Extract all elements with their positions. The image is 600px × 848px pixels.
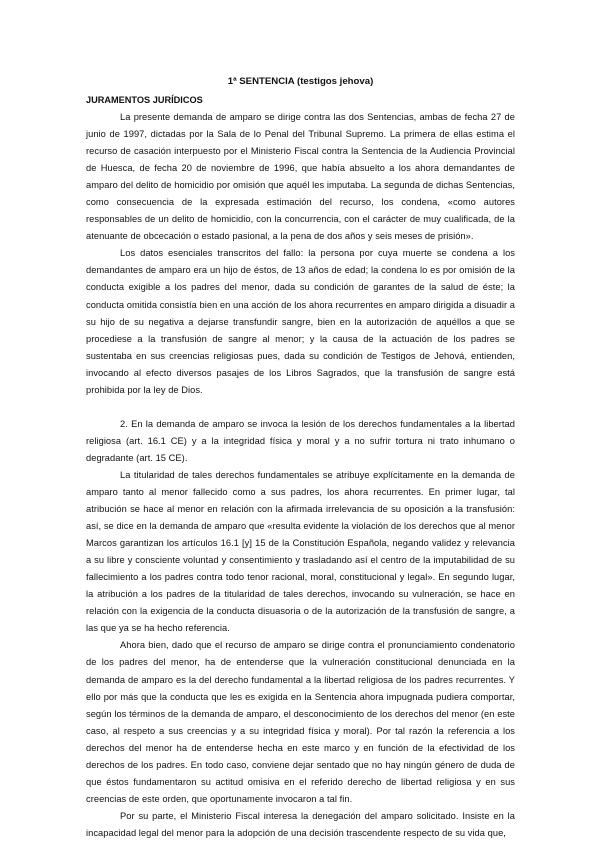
section-heading: JURAMENTOS JURÍDICOS [86,95,203,105]
paragraph-4: La titularidad de tales derechos fundamentales se atribuye explícitamente en la demanda de amparo tanto al menor fallecido como a sus padres, los ahora recurrentes. En primer lugar, tal atribución se hace al menor en relación con la afirmada irrelevancia de su oposición a la transfusión: así, se dice en la demanda de amparo que «resulta evidente la violación de los derechos que al menor Marcos garantizan los artículos 16.1 [y] 15 de la Constitución Española, negando validez y relevancia a su libre y consciente voluntad y consentimiento y trasladando así el centro de la imputabilidad de su fallecimiento a los padres contra todo tenor racional, moral, constitucional y legal». En segundo lugar, la atribución a los padres de la titularidad de tales derechos, invocando su vulneración, se hace en relación con la exigencia de la conducta disuasoria o de la autorización de la transfusión de sangre, a las que ya se ha hecho referencia. [86,469,515,634]
paragraph-spacer [86,399,515,416]
paragraph-1: La presente demanda de amparo se dirige contra las dos Sentencias, ambas de fecha 27 de junio de 1997, dictadas por la Sala de lo Penal del Tribunal Supremo. La primera de ellas estima el recurso de casación interpuesto por el Ministerio Fiscal contra la Sentencia de la Audiencia Provincial de Huesca, de fecha 20 de noviembre de 1996, que había absuelto a los ahora demandantes de amparo del delito de homicidio por omisión que aquél les imputaba. La segunda de dichas Sentencias, como consecuencia de la expresada estimación del recurso, los condena, «como autores responsables de un delito de homicidio, con la concurrencia, con el carácter de muy cualificada, de la atenuante de obcecación o estado pasional, a la pena de dos años y seis meses de prisión». [86,112,515,242]
paragraph-2: Los datos esenciales transcritos del fallo: la persona por cuya muerte se condena a los demandantes de amparo era un hijo de éstos, de 13 años de edad; la condena lo es por omisión de la conducta exigible a los padres del menor, dada su condición de garantes de la salud de éste; la conducta omitida consistía bien en una acción de los ahora recurrentes en amparo dirigida a disuadir a su hijo de su negativa a dejarse transfundir sangre, bien en la autorización de aquéllos a que se procediese a la transfusión de sangre al menor; y la causa de la actuación de los padres se sustentaba en sus creencias religiosas pues, dada su condición de Testigos de Jehová, entienden, invocando al efecto diversos pasajes de los Libros Sagrados, que la transfusión de sangre está prohibida por la ley de Dios. [86,248,515,395]
paragraph-6: Por su parte, el Ministerio Fiscal interesa la denegación del amparo solicitado. Insiste en la incapacidad legal del menor para la adopción de una decisión trascendente respecto de su vida que, [86,810,515,838]
document-title: 1ª SENTENCIA (testigos jehova) [227,76,374,87]
paragraph-3: 2. En la demanda de amparo se invoca la lesión de los derechos fundamentales a la libertad religiosa (art. 16.1 CE) y a la integridad física y moral y a no sufrir tortura ni trato inhumano o degradante (art. 15 CE). [86,418,515,463]
paragraph-5: Ahora bien, dado que el recurso de amparo se dirige contra el pronunciamiento condenatorio de los padres del menor, ha de entenderse que la vulneración constitucional denunciada en la demanda de amparo es la del derecho fundamental a la libertad religiosa de los padres recurrentes. Y ello por más que la conducta que les es exigida en la Sentencia ahora impugnada pudiera comportar, según los términos de la demanda de amparo, el desconocimiento de los derechos del menor (en este caso, al respeto a sus creencias y a su integridad física y moral). Por tal razón la referencia a los derechos del menor ha de entenderse hecha en este marco y en función de la efectividad de los derechos de los padres. En todo caso, conviene dejar sentado que no hay ningún género de duda de que éstos fundamentaron su actitud omisiva en el referido derecho de libertad religiosa y en sus creencias de este orden, que oportunamente invocaron a tal fin. [86,640,515,804]
